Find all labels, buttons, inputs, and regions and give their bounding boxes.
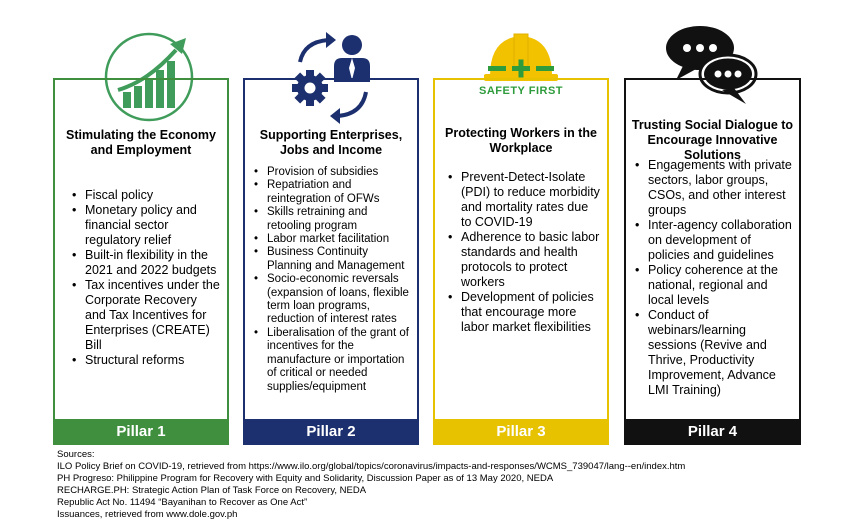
pillar-3-heading: Protecting Workers in the Workplace [445, 126, 597, 155]
source-line: Republic Act No. 11494 “Bayanihan to Recover as One Act” [57, 497, 308, 509]
pillar-2-list [245, 166, 413, 394]
pillar-4-panel [624, 78, 801, 420]
list-item: • Business Continuity Planning and Management [267, 246, 413, 273]
list-item: • Built-in flexibility in the 2021 and 2022 budgets [85, 248, 221, 278]
list-item: • Tax incentives under the Corporate Recovery and Tax Incentives for Enterprises (CREATE) Bill [85, 278, 221, 353]
sources-block [57, 449, 685, 522]
pillar-1-heading: Stimulating the Economy and Employment [65, 128, 216, 157]
pillar-1-list [63, 188, 221, 368]
pillar-2-heading: Supporting Enterprises, Jobs and Income [259, 128, 403, 157]
list-item: • Monetary policy and financial sector regulatory relief [85, 203, 221, 248]
list-item: • Engagements with private sectors, labor groups, CSOs, and other interest groups [648, 158, 795, 218]
pillar-3-panel [433, 78, 609, 420]
list-item: • Structural reforms [85, 353, 221, 368]
list-item: • Skills retraining and retooling program [267, 206, 413, 233]
list-item: • Liberalisation of the grant of incentives for the manufacture or importation of critical or needed supplies/equipment [267, 327, 413, 394]
source-line: PH Progreso: Philippine Program for Recovery with Equity and Solidarity, Discussion Paper as of 13 May 2020, NEDA [57, 473, 554, 485]
safety-first-caption: SAFETY FIRST [478, 85, 564, 97]
pillar-1-label: Pillar 1 [53, 419, 229, 445]
sources-heading: Sources: [57, 449, 95, 460]
list-item: • Socio-economic reversals (expansion of loans, flexible term loan programs, reduction of interest rates [267, 273, 413, 327]
list-item: • Inter-agency collaboration on development of policies and guidelines [648, 218, 795, 263]
pillar-3-label: Pillar 3 [433, 419, 609, 445]
pillar-4-heading: Trusting Social Dialogue to Encourage Innovative Solutions [631, 118, 794, 162]
list-item: • Adherence to basic labor standards and health protocols to protect workers [461, 230, 601, 290]
list-item: • Repatriation and reintegration of OFWs [267, 179, 413, 206]
list-item: • Labor market facilitation [267, 233, 413, 246]
pillar-2-label: Pillar 2 [243, 419, 419, 445]
pillar-1-panel [53, 78, 229, 420]
pillar-2-panel [243, 78, 419, 420]
pillar-4-list [626, 158, 795, 398]
list-item: • Fiscal policy [85, 188, 221, 203]
pillar-4-label: Pillar 4 [624, 419, 801, 445]
hard-hat-icon [480, 28, 562, 84]
source-line: RECHARGE.PH: Strategic Action Plan of Task Force on Recovery, NEDA [57, 485, 367, 497]
list-item: • Development of policies that encourage more labor market flexibilities [461, 290, 601, 335]
list-item: • Conduct of webinars/learning sessions (Revive and Thrive, Productivity Improvement, Advance LMI Training) [648, 308, 795, 398]
list-item: • Prevent-Detect-Isolate (PDI) to reduce morbidity and mortality rates due to COVID-19 [461, 170, 601, 230]
source-line: ILO Policy Brief on COVID-19, retrieved from https://www.ilo.org/global/topics/coronavirus/impacts-and-responses/WCMS_739047/lang--en/index.htm [57, 461, 686, 473]
list-item: • Provision of subsidies [267, 166, 413, 179]
source-line: Issuances, retrieved from www.dole.gov.ph [57, 509, 238, 521]
list-item: • Policy coherence at the national, regional and local levels [648, 263, 795, 308]
pillar-3-list [439, 170, 601, 335]
